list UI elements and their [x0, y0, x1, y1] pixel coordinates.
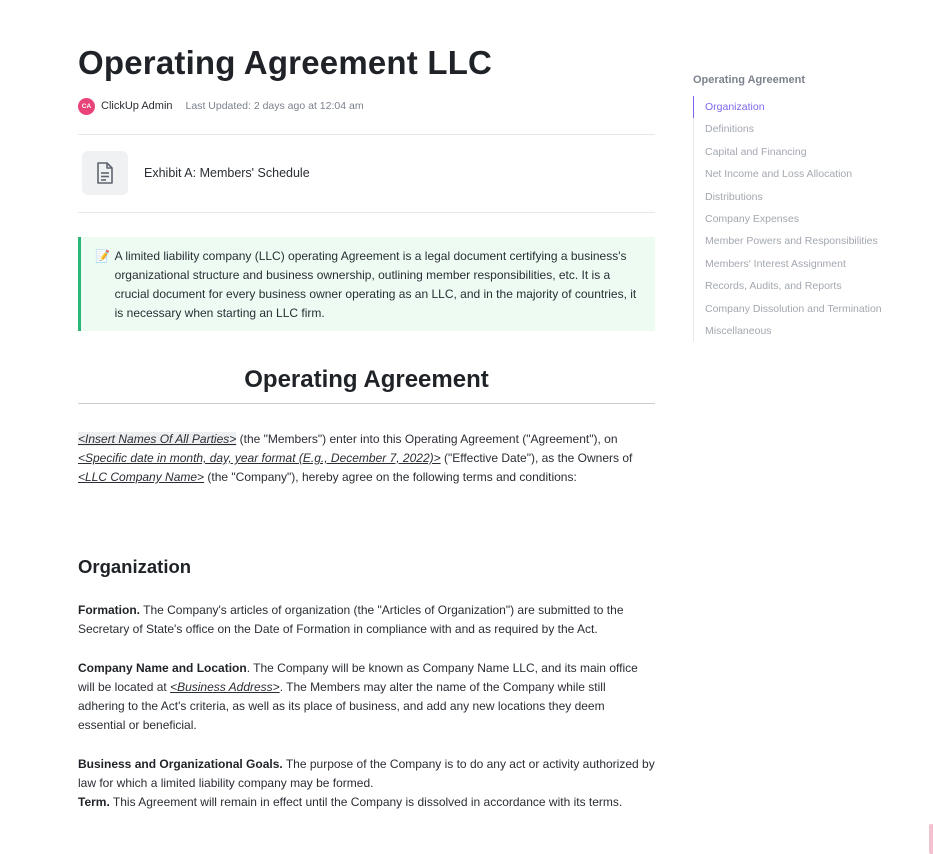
last-updated: Last Updated: 2 days ago at 12:04 am	[185, 100, 364, 112]
toc-item-company-expenses[interactable]: Company Expenses	[705, 212, 799, 225]
toc-item-distributions[interactable]: Distributions	[705, 190, 763, 203]
page-title: Operating Agreement LLC	[78, 44, 493, 81]
divider	[78, 134, 655, 135]
goals-paragraph: Business and Organizational Goals. The purpose of the Company is to do any act or activity authorized by law for which a limited liability company may be formed.	[78, 757, 655, 790]
organization-heading: Organization	[78, 556, 192, 577]
callout-block	[78, 237, 655, 331]
attachment-link[interactable]	[82, 151, 310, 195]
placeholder-address[interactable]: <Business Address>	[170, 680, 280, 694]
toc-list	[693, 96, 923, 342]
toc-item-interest-assignment[interactable]: Members' Interest Assignment	[705, 257, 846, 270]
company-name-paragraph: Company Name and Location. The Company will be known as Company Name LLC, and its main office will be located at <Business Address>. The Members may alter the name of the Company while still adhering to the Act's criteria, as well as its place of business, and add any new locations they deem essential or beneficial.	[78, 661, 638, 732]
placeholder-date[interactable]: <Specific date in month, day, year format (E.g., December 7, 2022)>	[78, 451, 441, 465]
table-of-contents	[693, 74, 923, 342]
toc-item-organization[interactable]: Organization	[693, 96, 923, 118]
toc-item-dissolution[interactable]: Company Dissolution and Termination	[705, 302, 882, 315]
toc-item-records-audits[interactable]: Records, Audits, and Reports	[705, 280, 842, 293]
doc-meta	[78, 97, 364, 115]
toc-item-capital-financing[interactable]: Capital and Financing	[705, 145, 807, 158]
attachment-label: Exhibit A: Members' Schedule	[144, 166, 310, 180]
intro-paragraph: <Insert Names Of All Parties> (the "Members") enter into this Operating Agreement ("Agreement"), on <Specific date in month, day, year format (E.g., December 7, 2022)> ("Effective Date"), as the Owners of <LLC Company Name> (the "Company"), hereby agree on the following terms and conditions:	[78, 432, 633, 484]
divider	[78, 212, 655, 213]
placeholder-parties[interactable]: <Insert Names Of All Parties>	[78, 432, 237, 446]
heading-divider	[78, 403, 655, 404]
document-icon	[82, 151, 128, 195]
author-name[interactable]: ClickUp Admin	[101, 100, 173, 112]
toc-item-miscellaneous[interactable]: Miscellaneous	[705, 324, 772, 337]
avatar[interactable]: CA	[78, 98, 95, 115]
formation-paragraph: Formation. The Company's articles of organization (the "Articles of Organization") are submitted to the Secretary of State's office on the Date of Formation in compliance with and as required by the Act.	[78, 603, 624, 636]
edge-tab	[929, 824, 933, 854]
term-paragraph: Term. This Agreement will remain in effect until the Company is dissolved in accordance with its terms.	[78, 795, 623, 809]
toc-item-member-powers[interactable]: Member Powers and Responsibilities	[705, 235, 878, 248]
toc-item-definitions[interactable]: Definitions	[705, 123, 755, 136]
callout-text: A limited liability company (LLC) operating Agreement is a legal document certifying a business's organizational structure and business ownership, outlining member responsibilities, etc. It is a crucial document for every business owner operating as an LLC, and in the majority of countries, it is necessary when starting an LLC firm.	[114, 249, 637, 320]
placeholder-company[interactable]: <LLC Company Name>	[78, 470, 205, 484]
memo-icon: 📝	[95, 249, 110, 263]
toc-item-net-income[interactable]: Net Income and Loss Allocation	[705, 168, 853, 181]
toc-heading[interactable]: Operating Agreement	[693, 74, 806, 86]
section-title: Operating Agreement	[244, 366, 489, 393]
